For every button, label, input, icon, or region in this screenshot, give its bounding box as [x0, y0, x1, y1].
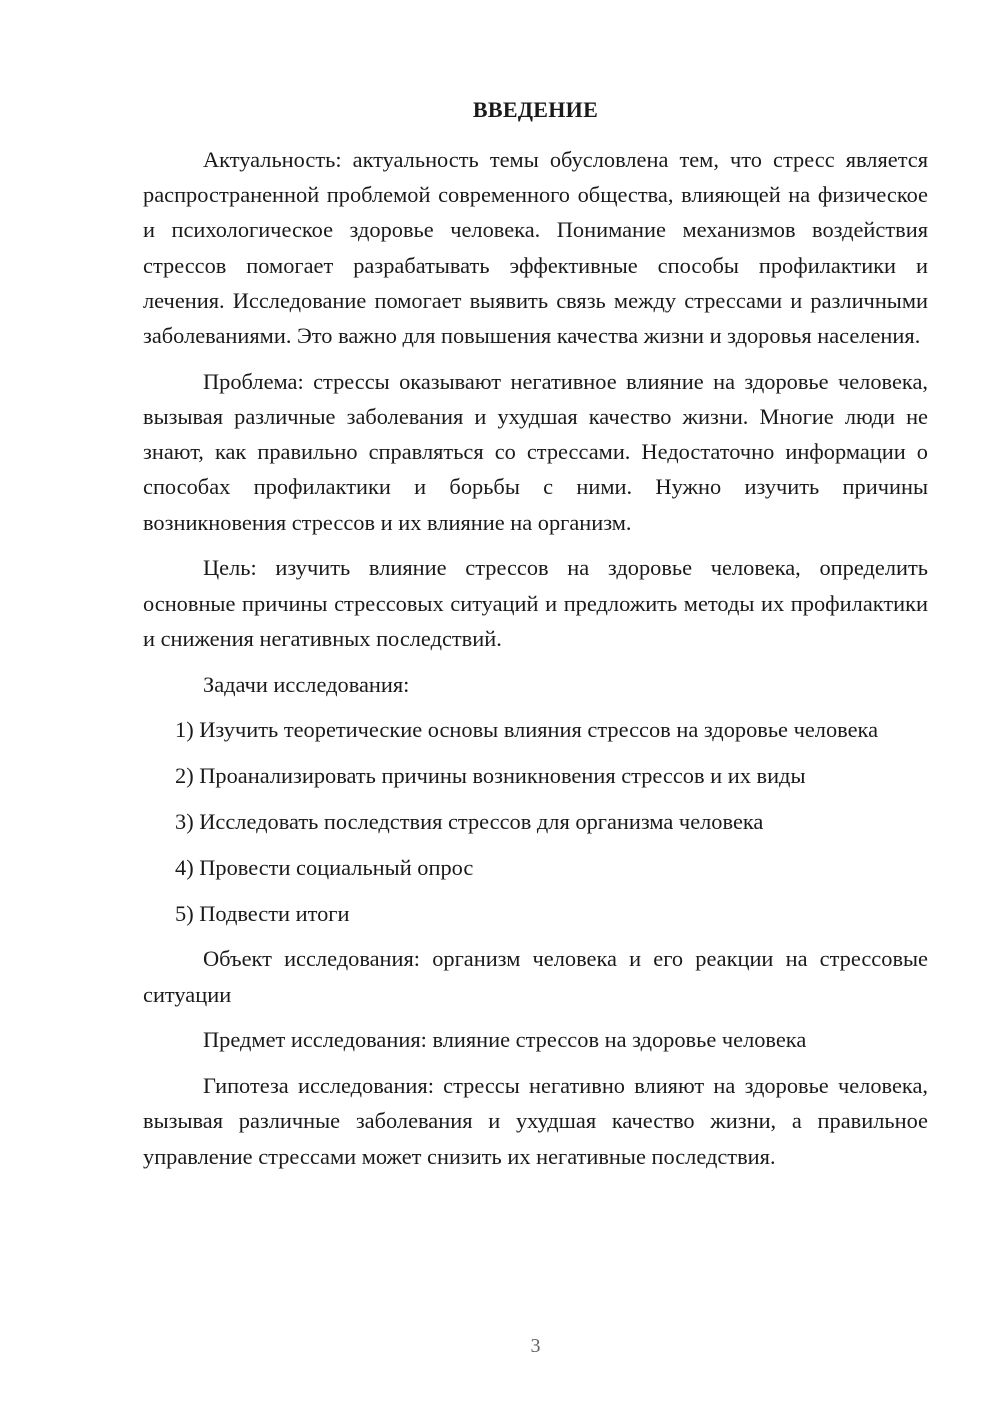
paragraph-hypothesis: Гипотеза исследования: стрессы негативно влияют на здоровье человека, вызывая различные заболевания и ухудшая качество жизни, а правильное управление стрессами может снизить их негативные последствия. — [143, 1073, 928, 1169]
task-item-1: 1) Изучить теоретические основы влияния стрессов на здоровье человека — [175, 717, 879, 743]
document-page — [143, 0, 928, 1414]
page-number: 3 — [530, 1335, 541, 1357]
task-item-3: 3) Исследовать последствия стрессов для организма человека — [175, 809, 764, 835]
paragraph-relevance: Актуальность: актуальность темы обусловлена тем, что стресс является распространенной проблемой современного общества, влияющей на физическое и психологическое здоровье человека. Понимание механизмов воздействия стрессов помогает разрабатывать эффективные способы профилактики и лечения. Исследование помогает выявить связь между стрессами и различными заболеваниями. Это важно для повышения качества жизни и здоровья населения. — [143, 147, 928, 349]
document-body — [143, 142, 928, 1174]
paragraph-problem: Проблема: стрессы оказывают негативное влияние на здоровье человека, вызывая различные заболевания и ухудшая качество жизни. Многие люди не знают, как правильно справляться со стрессами. Недостаточно информации о способах профилактики и борьбы с ними. Нужно изучить причины возникновения стрессов и их влияние на организм. — [143, 368, 928, 535]
task-item-2: 2) Проанализировать причины возникновения стрессов и их виды — [175, 763, 806, 789]
paragraph-subject: Предмет исследования: влияние стрессов на здоровье человека — [203, 1027, 807, 1053]
section-title: ВВЕДЕНИЕ — [472, 97, 599, 122]
paragraph-object: Объект исследования: организм человека и его реакции на стрессовые ситуации — [143, 946, 928, 1007]
task-item-4: 4) Провести социальный опрос — [175, 854, 474, 880]
paragraph-goal: Цель: изучить влияние стрессов на здоровье человека, определить основные причины стрессовых ситуаций и предложить методы их профилактики и снижения негативных последствий. — [143, 555, 928, 651]
task-item-5: 5) Подвести итоги — [175, 900, 350, 926]
paragraph-tasks-heading: Задачи исследования: — [203, 671, 410, 697]
